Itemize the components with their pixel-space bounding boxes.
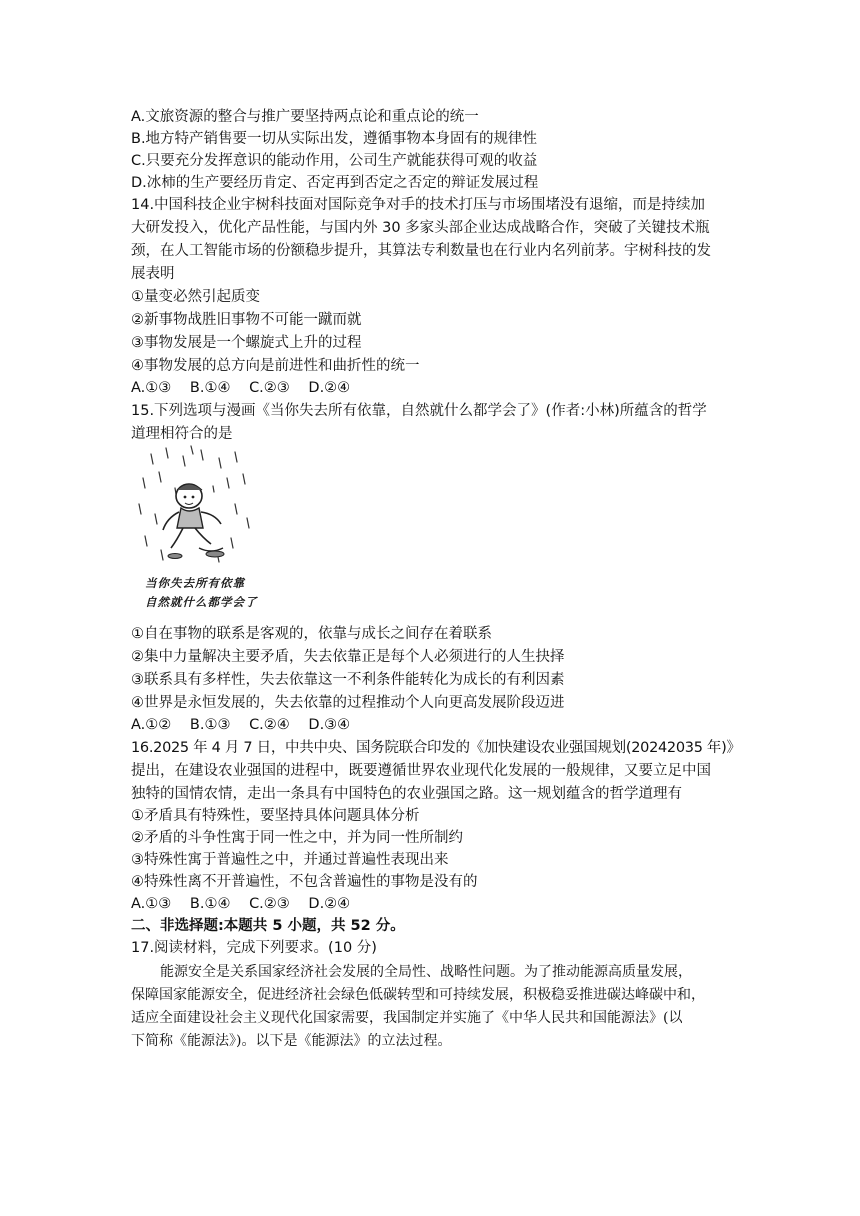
q16-choices — [131, 894, 364, 914]
q14-statement-2: ②新事物战胜旧事物不可能一蹴而就 — [131, 312, 362, 328]
q15-choices — [131, 715, 364, 735]
q14-choices — [131, 378, 364, 398]
q15-stem-line: 15.下列选项与漫画《当你失去所有依靠，自然就什么都学会了》(作者:小林)所蕴含的哲学 — [131, 403, 707, 419]
q14-choice-d: D.②④ — [308, 380, 351, 396]
q14-stem-line: 大研发投入，优化产品性能，与国内外 30 多家头部企业达成战略合作，突破了关键技术瓶 — [131, 220, 710, 236]
q14-stem-line: 颈，在人工智能市场的份额稳步提升，其算法专利数量也在行业内名列前茅。宇树科技的发 — [131, 243, 711, 259]
cartoon-caption-line: 当你失去所有依靠 — [145, 576, 245, 590]
q16-stem-line: 16.2025 年 4 月 7 日，中共中央、国务院联合印发的《加快建设农业强国规划(20242035 年)》 — [131, 740, 741, 756]
q13-option-a: A.文旅资源的整合与推广要坚持两点论和重点论的统一 — [131, 109, 479, 125]
cartoon-drawing — [131, 444, 257, 574]
q15-choice-b: B.①③ — [189, 717, 231, 733]
q17-material-line: 保障国家能源安全，促进经济社会绿色低碳转型和可持续发展，积极稳妥推进碳达峰碳中和， — [131, 987, 705, 1003]
q15-statement-1: ①自在事物的联系是客观的，依靠与成长之间存在着联系 — [131, 626, 492, 642]
q13-option-b: B.地方特产销售要一切从实际出发，遵循事物本身固有的规律性 — [131, 131, 538, 147]
q14-stem-line: 展表明 — [131, 266, 175, 282]
cartoon-caption-line: 自然就什么都学会了 — [145, 595, 258, 609]
q14-statement-1: ①量变必然引起质变 — [131, 289, 260, 305]
q15-stem-line: 道理相符合的是 — [131, 426, 233, 442]
q16-stem-line: 提出，在建设农业强国的进程中，既要遵循世界农业现代化发展的一般规律，又要立足中国 — [131, 763, 711, 779]
q16-choice-c: C.②③ — [249, 896, 290, 912]
q16-statement-2: ②矛盾的斗争性寓于同一性之中，并为同一性所制约 — [131, 830, 463, 846]
q16-choice-a: A.①③ — [131, 896, 172, 912]
q15-statement-3: ③联系具有多样性，失去依靠这一不利条件能转化为成长的有利因素 — [131, 672, 565, 688]
q16-choice-d: D.②④ — [308, 896, 351, 912]
q14-choice-b: B.①④ — [189, 380, 231, 396]
q15-choice-d: D.③④ — [308, 717, 351, 733]
q14-statement-3: ③事物发展是一个螺旋式上升的过程 — [131, 335, 362, 351]
q13-option-d: D.冰柿的生产要经历肯定、否定再到否定之否定的辩证发展过程 — [131, 175, 539, 191]
q15-statement-2: ②集中力量解决主要矛盾，失去依靠正是每个人必须进行的人生抉择 — [131, 649, 565, 665]
q15-choice-a: A.①② — [131, 717, 172, 733]
q14-statement-4: ④事物发展的总方向是前进性和曲折性的统一 — [131, 358, 420, 374]
q17-material-line: 下简称《能源法》)。以下是《能源法》的立法过程。 — [131, 1033, 452, 1049]
q14-choice-a: A.①③ — [131, 380, 172, 396]
q17-material-line: 适应全面建设社会主义现代化国家需要，我国制定并实施了《中华人民共和国能源法》(以 — [131, 1010, 683, 1026]
q17-material-line: 能源安全是关系国家经济社会发展的全局性、战略性问题。为了推动能源高质量发展， — [160, 964, 692, 980]
q17-stem: 17.阅读材料，完成下列要求。(10 分) — [131, 940, 377, 956]
q16-statement-1: ①矛盾具有特殊性，要坚持具体问题具体分析 — [131, 808, 420, 824]
q14-stem-line: 14.中国科技企业宇树科技面对国际竞争对手的技术打压与市场围堵没有退缩，而是持续加 — [131, 197, 706, 213]
q16-statement-3: ③特殊性寓于普遍性之中，并通过普遍性表现出来 — [131, 852, 449, 868]
q16-choice-b: B.①④ — [189, 896, 231, 912]
q15-choice-c: C.②④ — [249, 717, 290, 733]
q14-choice-c: C.②③ — [249, 380, 290, 396]
q13-option-c: C.只要充分发挥意识的能动作用，公司生产就能获得可观的收益 — [131, 153, 538, 169]
q15-statement-4: ④世界是永恒发展的，失去依靠的过程推动个人向更高发展阶段迈进 — [131, 695, 565, 711]
q16-stem-line: 独特的国情农情，走出一条具有中国特色的农业强国之路。这一规划蕴含的哲学道理有 — [131, 786, 682, 802]
q16-statement-4: ④特殊性离不开普遍性，不包含普遍性的事物是没有的 — [131, 874, 478, 890]
section-heading: 二、非选择题:本题共 5 小题，共 52 分。 — [131, 918, 405, 934]
